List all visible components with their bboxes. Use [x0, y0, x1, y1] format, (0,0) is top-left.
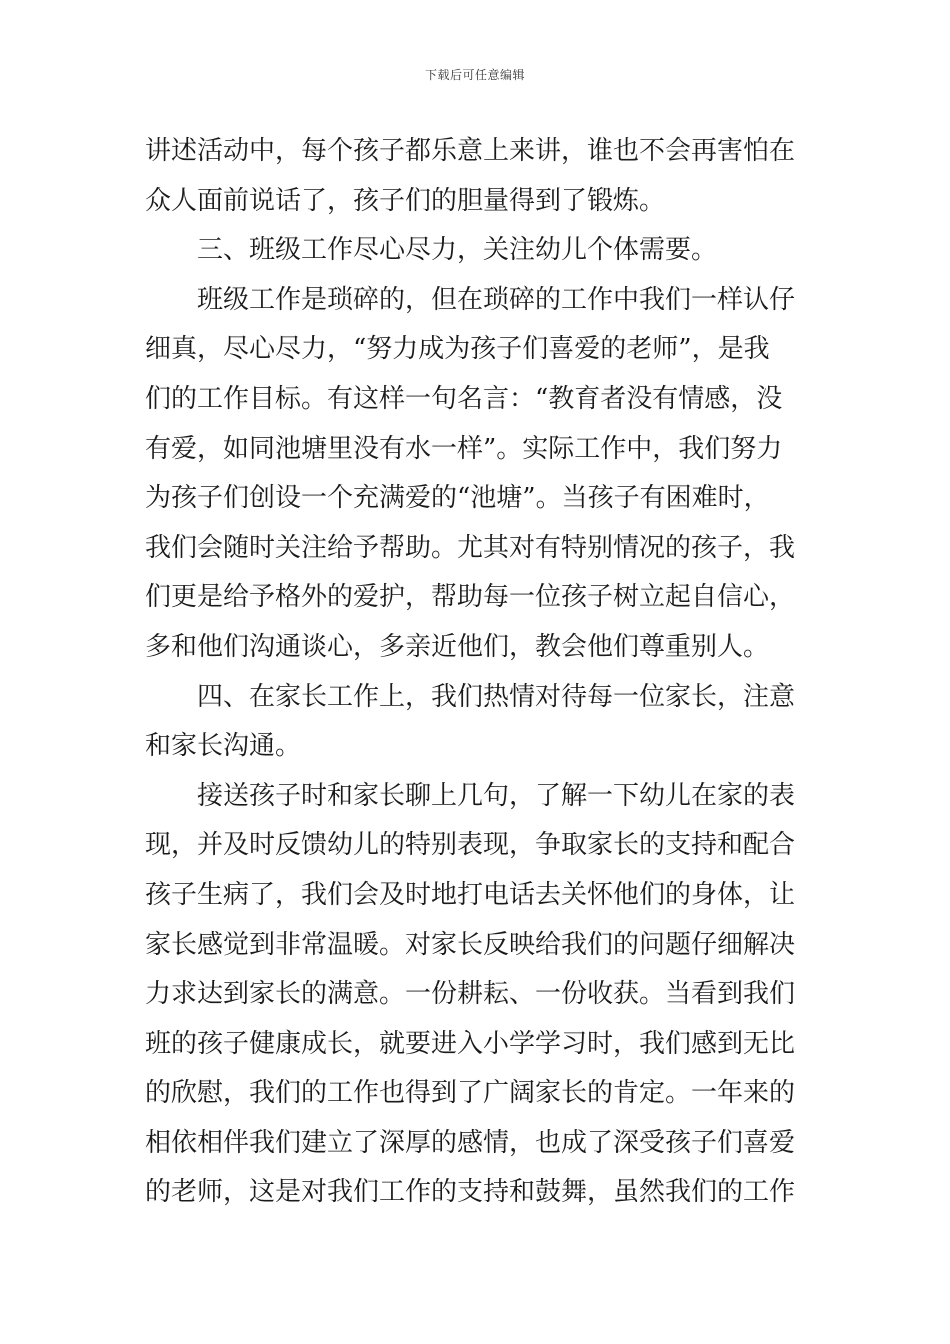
document-body	[145, 127, 815, 1218]
text-line: 的欣慰，我们的工作也得到了广阔家长的肯定。一年来的	[145, 1078, 796, 1109]
text-line: 们更是给予格外的爱护，帮助每一位孩子树立起自信心，	[145, 582, 796, 613]
section-heading: 四、在家长工作上，我们热情对待每一位家长，注意	[197, 681, 796, 712]
text-line: 众人面前说话了，孩子们的胆量得到了锻炼。	[145, 185, 666, 216]
text-line: 现，并及时反馈幼儿的特别表现，争取家长的支持和配合	[145, 830, 796, 861]
paragraph-first-line: 接送孩子时和家长聊上几句，了解一下幼儿在家的表	[197, 780, 796, 811]
text-line: 班的孩子健康成长，就要进入小学学习时，我们感到无比	[145, 1028, 796, 1059]
text-line: 我们会随时关注给予帮助。尤其对有特别情况的孩子，我	[145, 532, 796, 563]
paragraph-first-line: 班级工作是琐碎的，但在琐碎的工作中我们一样认仔	[197, 284, 796, 315]
text-line: 力求达到家长的满意。一份耕耘、一份收获。当看到我们	[145, 979, 796, 1010]
text-line: 为孩子们创设一个充满爱的“池塘”。当孩子有困难时，	[145, 483, 770, 514]
text-line: 们的工作目标。有这样一句名言：“教育者没有情感，没	[145, 383, 783, 414]
text-line: 相依相伴我们建立了深厚的感情，也成了深受孩子们喜爱	[145, 1127, 796, 1158]
text-line: 有爱，如同池塘里没有水一样”。实际工作中，我们努力	[145, 433, 783, 464]
page-header: 下载后可任意编辑	[424, 68, 525, 82]
text-line: 细真，尽心尽力，“努力成为孩子们喜爱的老师”，是我	[145, 334, 770, 365]
text-line: 讲述活动中，每个孩子都乐意上来讲，谁也不会再害怕在	[145, 136, 796, 166]
text-line: 孩子生病了，我们会及时地打电话去关怀他们的身体，让	[145, 879, 796, 910]
section-heading: 三、班级工作尽心尽力，关注幼儿个体需要。	[197, 235, 718, 266]
text-line: 和家长沟通。	[145, 731, 302, 762]
text-line: 的老师，这是对我们工作的支持和鼓舞，虽然我们的工作	[145, 1177, 796, 1208]
text-line: 多和他们沟通谈心，多亲近他们，教会他们尊重别人。	[145, 631, 770, 662]
text-line: 家长感觉到非常温暖。对家长反映给我们的问题仔细解决	[145, 929, 796, 960]
